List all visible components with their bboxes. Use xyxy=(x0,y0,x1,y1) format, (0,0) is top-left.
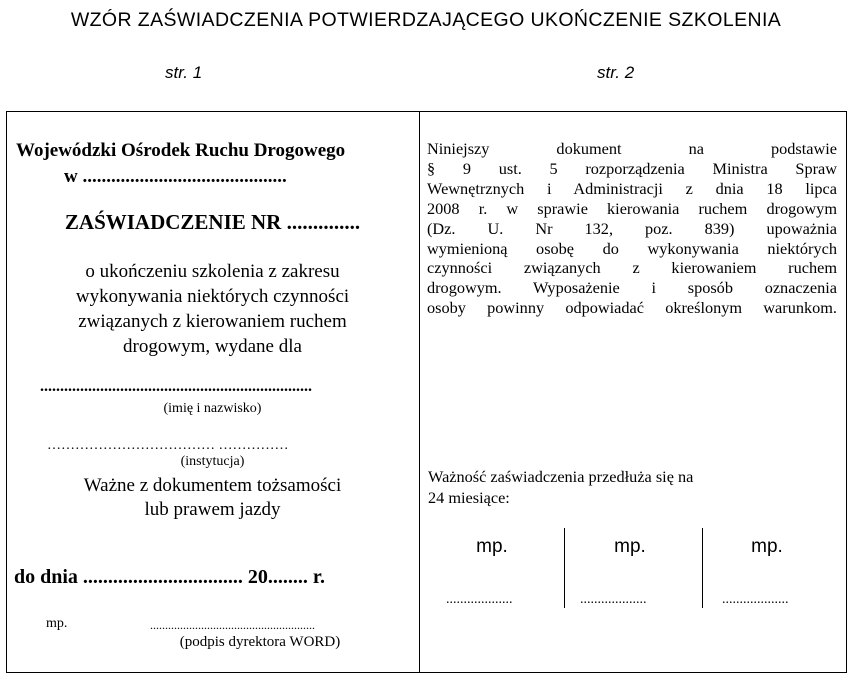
institution-caption: (instytucja) xyxy=(180,454,245,469)
paragraph-line: Niniejszy dokument na podstawie xyxy=(427,139,837,158)
extension-stamp-dots: ................... xyxy=(580,592,647,607)
purpose-line: o ukończeniu szkolenia z zakresu xyxy=(85,261,340,282)
page-divider xyxy=(419,111,420,673)
paragraph-line: Wewnętrznych i Administracji z dnia 18 lipca xyxy=(427,178,837,198)
name-dotted-line: .................................................................... xyxy=(40,378,312,395)
extension-stamp-dots: ................... xyxy=(722,592,789,607)
validity-note xyxy=(6,474,419,522)
purpose-line: związanych z kierowaniem ruchem xyxy=(78,311,347,332)
document-heading: WZÓR ZAŚWIADCZENIA POTWIERDZAJĄCEGO UKOŃCZENIE SZKOLENIA xyxy=(70,9,782,31)
extension-stamp-dots: ................... xyxy=(446,592,513,607)
purpose-line: wykonywania niektórych czynności xyxy=(75,286,350,307)
stamp-separator xyxy=(564,528,565,608)
paragraph-line: § 9 ust. 5 rozporządzenia Ministra Spraw xyxy=(427,158,837,178)
certificate-purpose xyxy=(6,259,419,359)
extension-line: 24 miesiące: xyxy=(428,488,510,507)
paragraph-line: 2008 r. w sprawie kierowania ruchem drogowym xyxy=(427,198,837,218)
valid-until-line: do dnia ................................ 20........ r. xyxy=(14,566,325,588)
signature-dotted-line: ....................................................... xyxy=(150,618,315,632)
paragraph-line: drogowym. Wyposażenie i sposób oznaczenia xyxy=(427,278,837,298)
purpose-line: drogowym, wydane dla xyxy=(123,336,302,357)
extension-note xyxy=(428,466,693,508)
paragraph-line: (Dz. U. Nr 132, poz. 839) upoważnia xyxy=(427,218,837,238)
stamp-separator xyxy=(702,528,703,608)
extension-stamp-label: mp. xyxy=(476,536,508,557)
page-2-label: str. 2 xyxy=(597,63,635,82)
office-location-line: w ........................................... xyxy=(64,166,287,187)
validity-line: lub prawem jazdy xyxy=(144,499,281,520)
signature-caption: (podpis dyrektora WORD) xyxy=(179,634,341,650)
certificate-number: ZAŚWIADCZENIE NR .............. xyxy=(64,210,361,234)
extension-stamp-label: mp. xyxy=(751,536,783,557)
paragraph-line: osoby powinny odpowiadać określonym warunkom. xyxy=(427,298,837,318)
legal-basis-paragraph xyxy=(427,139,837,318)
stamp-label: mp. xyxy=(46,616,68,631)
validity-line: Ważne z dokumentem tożsamości xyxy=(83,475,342,496)
issuing-office: Wojewódzki Ośrodek Ruchu Drogowego xyxy=(16,140,346,161)
institution-dotted-line: ……………………………… …………… xyxy=(47,438,289,453)
name-caption: (imię i nazwisko) xyxy=(163,401,262,416)
extension-stamp-label: mp. xyxy=(614,536,646,557)
paragraph-line: czynności związanych z kierowaniem ruchem xyxy=(427,258,837,278)
page-1-label: str. 1 xyxy=(165,63,203,82)
extension-line: Ważność zaświadczenia przedłuża się na xyxy=(428,467,694,486)
paragraph-line: wymienioną osobę do wykonywania niektórych xyxy=(427,238,837,258)
